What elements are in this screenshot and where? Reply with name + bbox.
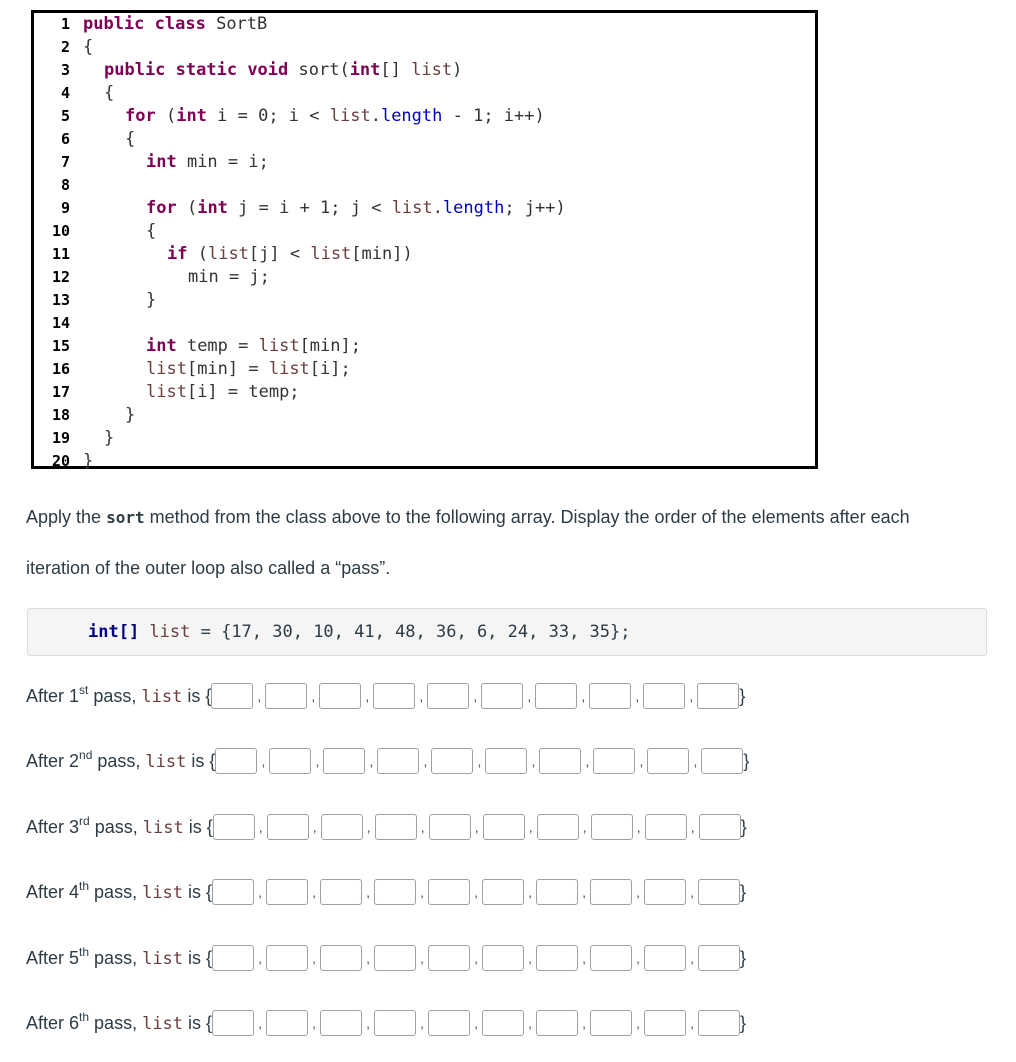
line-number: 12 xyxy=(51,268,70,286)
pass-label-suffix: is { xyxy=(183,1012,213,1033)
separator-comma: , xyxy=(690,950,694,966)
separator-comma: , xyxy=(419,688,424,704)
code-text xyxy=(125,128,135,151)
closing-brace: } xyxy=(740,1012,747,1033)
answer-blank-input[interactable] xyxy=(589,683,631,709)
answer-blank-input[interactable] xyxy=(698,1010,740,1036)
answer-blank-input[interactable] xyxy=(537,814,579,840)
separator-comma: , xyxy=(312,819,317,835)
answer-blank-input[interactable] xyxy=(591,814,633,840)
separator-comma: , xyxy=(636,819,641,835)
declaration-type: int[] xyxy=(88,622,140,642)
pass-label-mid: pass, xyxy=(89,816,143,837)
code-token: for xyxy=(146,198,187,218)
separator-comma: , xyxy=(474,884,478,900)
answer-blank-input[interactable] xyxy=(485,748,527,774)
code-token: [min]) xyxy=(351,244,413,264)
instruction-text: Apply the xyxy=(26,507,107,527)
code-token: min = i; xyxy=(186,152,269,172)
separator-comma: , xyxy=(639,753,644,769)
code-panel xyxy=(31,10,818,469)
code-text xyxy=(146,197,566,220)
pass-label-mid: pass, xyxy=(89,947,143,968)
code-text xyxy=(146,151,269,174)
answer-blank-input[interactable] xyxy=(267,814,309,840)
instruction-line-2: iteration of the outer loop also called a “pass”. xyxy=(26,558,391,578)
separator-comma: , xyxy=(528,819,533,835)
pass-label xyxy=(26,878,213,903)
code-token: int xyxy=(146,336,187,356)
code-token: { xyxy=(125,129,136,149)
answer-blank-input[interactable] xyxy=(375,814,417,840)
answer-blank-input[interactable] xyxy=(698,879,740,905)
answer-blank-input[interactable] xyxy=(321,814,363,840)
code-text xyxy=(188,266,270,289)
answer-blank-input[interactable] xyxy=(698,945,740,971)
separator-comma: , xyxy=(690,884,694,900)
code-token: ( xyxy=(197,244,208,264)
separator-comma: , xyxy=(690,819,695,835)
answer-blank-input[interactable] xyxy=(645,814,687,840)
code-text xyxy=(167,243,413,266)
pass-label xyxy=(26,1009,213,1034)
code-token: length xyxy=(380,106,443,126)
code-token: list xyxy=(391,198,433,218)
answer-blank-input[interactable] xyxy=(215,748,257,774)
pass-row xyxy=(26,943,746,973)
separator-comma: , xyxy=(258,884,262,900)
separator-comma: , xyxy=(365,688,370,704)
closing-brace: } xyxy=(743,750,750,771)
separator-comma: , xyxy=(312,950,316,966)
separator-comma: , xyxy=(636,1015,640,1031)
separator-comma: , xyxy=(527,688,532,704)
code-token: ( xyxy=(165,106,177,126)
code-text xyxy=(104,59,462,82)
line-number: 15 xyxy=(51,337,70,355)
pass-label-mid: pass, xyxy=(89,881,143,902)
answer-blank-input[interactable] xyxy=(590,1010,632,1036)
separator-comma: , xyxy=(635,688,640,704)
line-number: 8 xyxy=(60,176,70,194)
separator-comma: , xyxy=(366,884,370,900)
separator-comma: , xyxy=(258,1015,262,1031)
answer-blank-input[interactable] xyxy=(481,683,523,709)
closing-brace: } xyxy=(740,816,747,837)
code-text xyxy=(125,404,135,427)
code-token: [i] = temp; xyxy=(186,382,300,402)
code-token: list xyxy=(310,244,352,264)
answer-blank-input[interactable] xyxy=(536,879,578,905)
code-token: { xyxy=(83,37,94,57)
separator-comma: , xyxy=(420,1015,424,1031)
line-number: 11 xyxy=(51,245,70,263)
separator-comma: , xyxy=(528,884,532,900)
separator-comma: , xyxy=(531,753,536,769)
separator-comma: , xyxy=(581,688,586,704)
pass-ordinal-suffix: th xyxy=(79,944,90,959)
answer-blank-input[interactable] xyxy=(535,683,577,709)
list-variable: list xyxy=(142,817,184,838)
code-token: [j] < xyxy=(248,244,311,264)
line-number: 20 xyxy=(51,452,70,470)
separator-comma: , xyxy=(315,753,320,769)
separator-comma: , xyxy=(636,950,640,966)
answer-blank-input[interactable] xyxy=(643,683,685,709)
separator-comma: , xyxy=(420,884,424,900)
code-token: j = i + 1; j < xyxy=(238,198,392,218)
line-number: 7 xyxy=(60,153,70,171)
line-number: 2 xyxy=(60,38,70,56)
answer-blank-input[interactable] xyxy=(427,683,469,709)
pass-ordinal-suffix: nd xyxy=(79,747,93,762)
code-token: . xyxy=(370,106,381,126)
answer-blank-input[interactable] xyxy=(377,748,419,774)
code-token: public xyxy=(104,60,176,80)
line-number: 19 xyxy=(51,429,70,447)
code-token: int xyxy=(197,198,239,218)
answer-blank-input[interactable] xyxy=(212,945,254,971)
line-number: 4 xyxy=(60,84,70,102)
code-token: list xyxy=(329,106,371,126)
closing-brace: } xyxy=(740,881,747,902)
pass-label xyxy=(26,747,216,772)
separator-comma: , xyxy=(636,884,640,900)
line-number: 18 xyxy=(51,406,70,424)
answer-blank-input[interactable] xyxy=(428,945,470,971)
separator-comma: , xyxy=(258,819,263,835)
separator-comma: , xyxy=(582,884,586,900)
separator-comma: , xyxy=(477,753,482,769)
code-token: . xyxy=(432,198,443,218)
separator-comma: , xyxy=(528,1015,532,1031)
separator-comma: , xyxy=(693,753,698,769)
code-token: public xyxy=(83,14,155,34)
code-token: SortB xyxy=(216,14,268,34)
code-token: sort( xyxy=(298,60,350,80)
code-token: length xyxy=(442,198,505,218)
answer-blank-input[interactable] xyxy=(266,945,308,971)
code-token: list xyxy=(146,382,187,402)
code-token: int xyxy=(349,60,381,80)
code-token: [i]; xyxy=(309,359,351,379)
pass-ordinal-suffix: rd xyxy=(79,813,90,828)
instruction-text: method from the class above to the following array. Display the order of the elements after each xyxy=(144,507,910,527)
pass-ordinal-suffix: th xyxy=(79,878,90,893)
answer-blank-input[interactable] xyxy=(374,1010,416,1036)
pass-ordinal-suffix: th xyxy=(79,1009,90,1024)
separator-comma: , xyxy=(690,1015,694,1031)
code-token: [min] = xyxy=(186,359,269,379)
method-name-code: sort xyxy=(106,508,145,527)
code-text xyxy=(104,427,114,450)
separator-comma: , xyxy=(585,753,590,769)
code-text xyxy=(146,358,351,381)
answer-blank-input[interactable] xyxy=(319,683,361,709)
answer-blank-input[interactable] xyxy=(590,945,632,971)
code-token: static xyxy=(175,60,248,80)
pass-row xyxy=(26,746,749,776)
code-text xyxy=(83,36,93,59)
answer-blank-input[interactable] xyxy=(212,1010,254,1036)
separator-comma: , xyxy=(366,950,370,966)
array-declaration-box xyxy=(27,608,987,656)
pass-label-suffix: is { xyxy=(182,685,212,706)
pass-label-mid: pass, xyxy=(89,1012,143,1033)
answer-blank-input[interactable] xyxy=(265,683,307,709)
pass-label-prefix: After 6 xyxy=(26,1012,80,1033)
code-text xyxy=(104,82,114,105)
code-text xyxy=(125,105,545,128)
answer-blank-input[interactable] xyxy=(593,748,635,774)
answer-blank-input[interactable] xyxy=(266,879,308,905)
answer-blank-input[interactable] xyxy=(644,945,686,971)
separator-comma: , xyxy=(366,819,371,835)
answer-blank-input[interactable] xyxy=(269,748,311,774)
answer-blank-input[interactable] xyxy=(482,945,524,971)
pass-label-mid: pass, xyxy=(92,750,146,771)
code-token: min = j; xyxy=(188,267,270,287)
answer-blank-input[interactable] xyxy=(482,1010,524,1036)
code-token: list xyxy=(258,336,300,356)
code-token: void xyxy=(247,60,299,80)
separator-comma: , xyxy=(474,950,478,966)
line-number: 16 xyxy=(51,360,70,378)
code-token: { xyxy=(146,221,157,241)
line-number: 6 xyxy=(60,130,70,148)
code-token: - 1; i++) xyxy=(442,106,545,126)
answer-blank-input[interactable] xyxy=(536,945,578,971)
code-token: { xyxy=(104,83,115,103)
code-token: class xyxy=(154,14,217,34)
answer-blank-input[interactable] xyxy=(539,748,581,774)
answer-blank-input[interactable] xyxy=(212,879,254,905)
list-variable: list xyxy=(141,686,183,707)
answer-blank-input[interactable] xyxy=(320,945,362,971)
list-variable: list xyxy=(142,882,184,903)
pass-label xyxy=(26,682,212,707)
separator-comma: , xyxy=(420,819,425,835)
code-token: int xyxy=(146,152,187,172)
pass-label-prefix: After 5 xyxy=(26,947,80,968)
declaration-values: = {17, 30, 10, 41, 48, 36, 6, 24, 33, 35}; xyxy=(190,622,631,642)
answer-blank-input[interactable] xyxy=(373,683,415,709)
line-number: 5 xyxy=(60,107,70,125)
separator-comma: , xyxy=(258,950,262,966)
answer-blank-input[interactable] xyxy=(320,879,362,905)
pass-label-suffix: is { xyxy=(183,947,213,968)
separator-comma: , xyxy=(474,819,479,835)
pass-label-mid: pass, xyxy=(88,685,142,706)
answer-blank-input[interactable] xyxy=(213,814,255,840)
code-token: for xyxy=(125,106,166,126)
pass-label-prefix: After 2 xyxy=(26,750,80,771)
answer-blank-input[interactable] xyxy=(374,945,416,971)
pass-label-suffix: is { xyxy=(186,750,216,771)
answer-blank-input[interactable] xyxy=(211,683,253,709)
answer-blank-input[interactable] xyxy=(431,748,473,774)
code-token: ; j++) xyxy=(504,198,566,218)
code-token: ( xyxy=(186,198,198,218)
array-declaration xyxy=(88,622,630,642)
separator-comma: , xyxy=(420,950,424,966)
pass-row xyxy=(26,1008,746,1038)
code-text xyxy=(146,289,156,312)
answer-blank-input[interactable] xyxy=(323,748,365,774)
separator-comma: , xyxy=(582,950,586,966)
instruction-line-1 xyxy=(26,507,910,528)
code-token: [] xyxy=(380,60,412,80)
answer-blank-input[interactable] xyxy=(483,814,525,840)
code-token: int xyxy=(176,106,218,126)
pass-label-prefix: After 1 xyxy=(26,685,80,706)
pass-label-suffix: is { xyxy=(183,816,213,837)
pass-row xyxy=(26,877,746,907)
pass-label-suffix: is { xyxy=(183,881,213,902)
separator-comma: , xyxy=(473,688,478,704)
line-number: 1 xyxy=(60,15,70,33)
answer-blank-input[interactable] xyxy=(428,879,470,905)
list-variable: list xyxy=(142,948,184,969)
code-token: if xyxy=(167,244,198,264)
separator-comma: , xyxy=(312,1015,316,1031)
line-number: 13 xyxy=(51,291,70,309)
answer-blank-input[interactable] xyxy=(590,879,632,905)
code-token: list xyxy=(411,60,453,80)
line-number: 3 xyxy=(60,61,70,79)
code-token: } xyxy=(146,290,157,310)
separator-comma: , xyxy=(689,688,694,704)
pass-label-prefix: After 3 xyxy=(26,816,80,837)
line-number: 9 xyxy=(60,199,70,217)
code-text xyxy=(83,13,267,36)
line-number: 10 xyxy=(51,222,70,240)
code-text xyxy=(146,335,361,358)
pass-label-prefix: After 4 xyxy=(26,881,80,902)
code-token: i = 0; i < xyxy=(217,106,330,126)
separator-comma: , xyxy=(474,1015,478,1031)
list-variable: list xyxy=(145,751,187,772)
declaration-var: list xyxy=(139,622,191,642)
separator-comma: , xyxy=(528,950,532,966)
code-token: list xyxy=(207,244,249,264)
pass-label xyxy=(26,944,213,969)
code-text xyxy=(146,220,156,243)
separator-comma: , xyxy=(257,688,262,704)
code-token: } xyxy=(83,451,94,471)
separator-comma: , xyxy=(423,753,428,769)
line-number: 17 xyxy=(51,383,70,401)
answer-blank-input[interactable] xyxy=(428,1010,470,1036)
separator-comma: , xyxy=(366,1015,370,1031)
code-token: temp = xyxy=(186,336,259,356)
code-token: list xyxy=(268,359,310,379)
separator-comma: , xyxy=(311,688,316,704)
separator-comma: , xyxy=(582,1015,586,1031)
answer-blank-input[interactable] xyxy=(320,1010,362,1036)
pass-ordinal-suffix: st xyxy=(79,682,89,697)
line-number: 14 xyxy=(51,314,70,332)
separator-comma: , xyxy=(582,819,587,835)
answer-blank-input[interactable] xyxy=(647,748,689,774)
answer-blank-input[interactable] xyxy=(429,814,471,840)
code-text xyxy=(83,450,93,473)
code-token: } xyxy=(104,428,115,448)
code-token: [min]; xyxy=(299,336,361,356)
code-token: list xyxy=(146,359,187,379)
separator-comma: , xyxy=(261,753,266,769)
answer-blank-input[interactable] xyxy=(644,879,686,905)
answer-blank-input[interactable] xyxy=(536,1010,578,1036)
code-token: } xyxy=(125,405,136,425)
separator-comma: , xyxy=(369,753,374,769)
answer-blank-input[interactable] xyxy=(374,879,416,905)
answer-blank-input[interactable] xyxy=(644,1010,686,1036)
answer-blank-input[interactable] xyxy=(699,814,741,840)
answer-blank-input[interactable] xyxy=(697,683,739,709)
closing-brace: } xyxy=(739,685,746,706)
answer-blank-input[interactable] xyxy=(482,879,524,905)
list-variable: list xyxy=(142,1013,184,1034)
answer-blank-input[interactable] xyxy=(266,1010,308,1036)
code-token: ) xyxy=(452,60,463,80)
pass-label xyxy=(26,813,213,838)
pass-row xyxy=(26,681,745,711)
answer-blank-input[interactable] xyxy=(701,748,743,774)
separator-comma: , xyxy=(312,884,316,900)
code-text xyxy=(146,381,300,404)
pass-row xyxy=(26,812,747,842)
closing-brace: } xyxy=(740,947,747,968)
